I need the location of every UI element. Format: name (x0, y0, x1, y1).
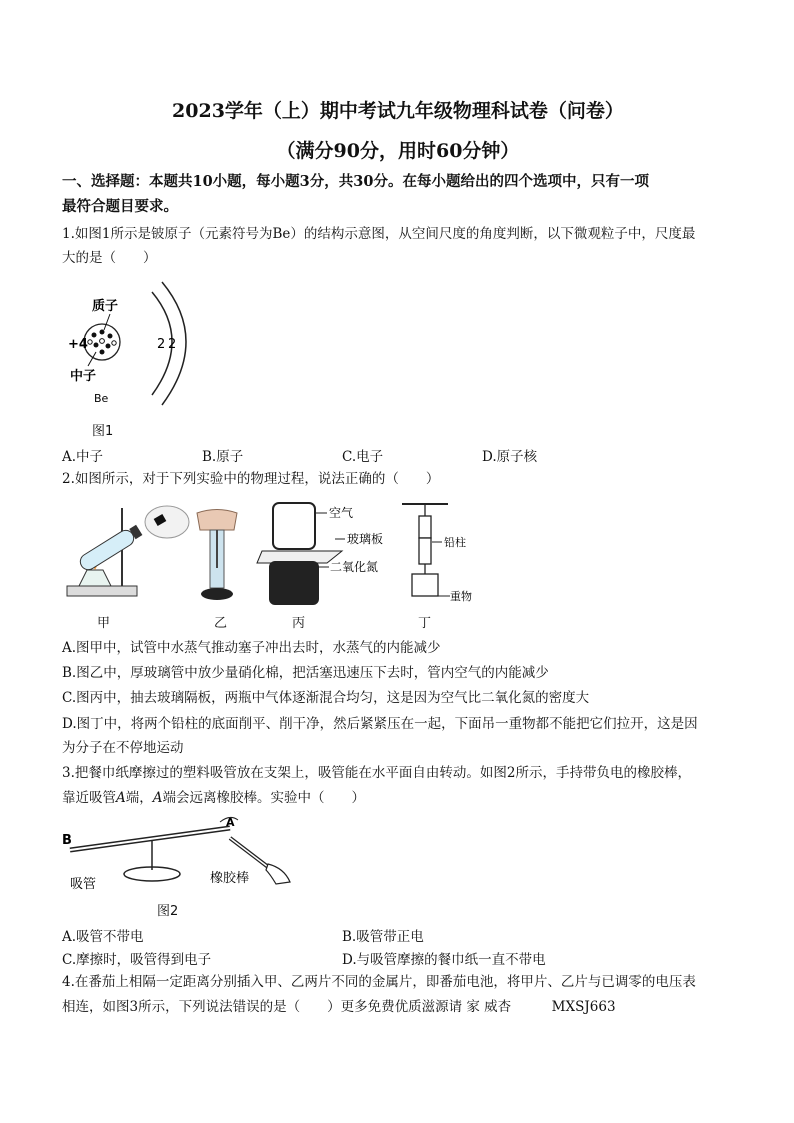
q2-option-a: A.图甲中，试管中水蒸气推动塞子冲出去时，水蒸气的内能减少 (62, 640, 441, 656)
q3-line2-post: 端会远离橡胶棒。实验中（ ） (162, 790, 365, 806)
label-charge: +4 (68, 337, 88, 352)
label-weight: 重物 (450, 590, 472, 603)
label-shell1-electrons: 2 (157, 337, 166, 352)
figure2-straw-and-rod (62, 812, 302, 892)
q2-option-d: D.图丁中，将两个铅柱的底面削平、削干净，然后紧紧压在一起，下面吊一重物都不能把它们拉开，这是因 (62, 716, 698, 732)
section1-heading-line2: 最符合题目要求。 (62, 198, 178, 215)
label-lead-cylinder: 铅柱 (444, 536, 466, 549)
q1-option-d: D.原子核 (482, 449, 538, 465)
figure-yi-piston-tube (192, 508, 242, 603)
figure1-beryllium-atom (62, 280, 202, 415)
page-title: 2023学年（上）期中考试九年级物理科试卷（问卷） (172, 100, 624, 122)
page-subtitle: （满分90分，用时60分钟） (276, 140, 520, 162)
q2-option-c: C.图丙中，抽去玻璃隔板，两瓶中气体逐渐混合均匀，这是因为空气比二氧化氮的密度大 (62, 690, 590, 706)
label-shell2-electrons: 2 (168, 337, 177, 352)
label-glass-plate: 玻璃板 (347, 532, 384, 546)
q3-line2-pre: 靠近吸管 (62, 790, 116, 806)
label-nitrogen-dioxide: 二氧化氮 (330, 560, 379, 574)
figure2-caption: 图2 (157, 904, 179, 919)
figure-ding-lead-cylinders (392, 500, 512, 608)
figure-jia-test-tube (67, 500, 197, 605)
label-rubber-rod: 橡胶棒 (210, 871, 250, 886)
label-neutron: 中子 (70, 369, 97, 384)
q3-option-b: B.吸管带正电 (342, 929, 424, 945)
q1-option-c: C.电子 (342, 449, 384, 465)
q2-stem: 2.如图所示，对于下列实验中的物理过程，说法正确的（ ） (62, 471, 440, 487)
q3-option-d: D.与吸管摩擦的餐巾纸一直不带电 (342, 952, 546, 968)
q2-option-d-continued: 为分子在不停地运动 (62, 740, 184, 756)
q3-option-a: A.吸管不带电 (62, 929, 144, 945)
q4-stem-line2: 相连，如图3所示，下列说法错误的是（ ）更多免费优质滋源请 家 威杏 MXSJ663 (62, 999, 616, 1015)
q3-a-end-label: A (116, 790, 126, 806)
figure-label-jia: 甲 (97, 616, 111, 631)
q3-line2-mid: 端， (125, 790, 153, 806)
section1-heading-line1: 一、选择题：本题共10小题，每小题3分，共30分。在每小题给出的四个选项中，只有一项 (62, 173, 649, 190)
label-end-a: A (226, 816, 235, 829)
label-proton: 质子 (92, 299, 119, 314)
q3-stem-line1: 3.把餐巾纸摩擦过的塑料吸管放在支架上，吸管能在水平面自由转动。如图2所示，手持带负电的橡胶棒， (62, 765, 691, 781)
figure-label-ding: 丁 (418, 616, 432, 631)
q1-option-a: A.中子 (62, 449, 104, 465)
label-end-b: B (62, 833, 72, 848)
q3-option-c: C.摩擦时，吸管得到电子 (62, 952, 212, 968)
q4-stem-line1: 4.在番茄上相隔一定距离分别插入甲、乙两片不同的金属片，即番茄电池，将甲片、乙片与已调零的电压表 (62, 974, 696, 990)
label-air: 空气 (329, 506, 354, 520)
q3-a-end-label-2: A (152, 790, 163, 806)
q3-stem-line2 (62, 789, 365, 807)
q1-option-b: B.原子 (202, 449, 244, 465)
q1-stem-line1: 1.如图1所示是铍原子（元素符号为Be）的结构示意图，从空间尺度的角度判断，以下微观粒子中，尺度最 (62, 226, 696, 242)
label-element-symbol: Be (94, 392, 109, 405)
figure-label-yi: 乙 (214, 616, 228, 631)
q2-option-b: B.图乙中，厚玻璃管中放少量硝化棉，把活塞迅速压下去时，管内空气的内能减少 (62, 665, 549, 681)
q1-stem-line2: 大的是（ ） (62, 250, 157, 266)
label-straw: 吸管 (70, 877, 97, 892)
figure-label-bing: 丙 (292, 616, 306, 631)
figure1-caption: 图1 (92, 424, 114, 439)
